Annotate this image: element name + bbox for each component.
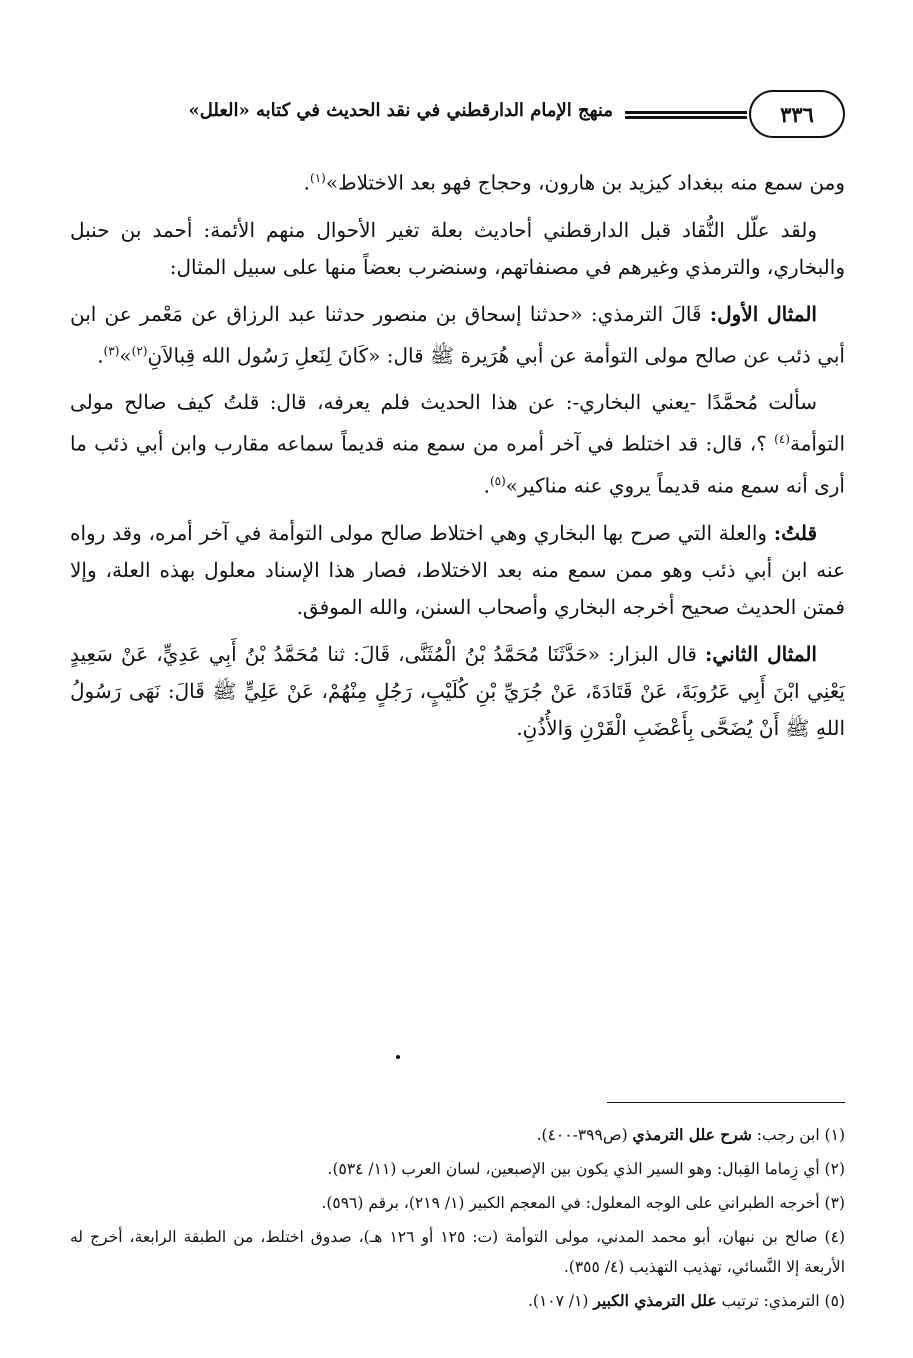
footnote-5: (٥) الترمذي: ترتيب علل الترمذي الكبير (١/ ١٠٧). — [527, 1291, 845, 1310]
example-2-label: المثال الثاني: — [705, 641, 817, 666]
footnote-4: (٤) صالح بن نبهان، أبو محمد المدني، مولى التوأمة (ت: ١٢٥ أو ١٢٦ هـ)، صدوق اختلط، من الطبقة الرابعة، أخرج له الأربعة إلا النَّسائي، تهذيب التهذيب (٤/ ٣٥٥). — [70, 1228, 845, 1276]
page-number: ٣٣٦ — [749, 90, 845, 138]
paragraph-5: قلتُ: والعلة التي صرح بها البخاري وهي اختلاط صالح مولى التوأمة في آخر أمره، وقد رواه عنه ابن أبي ذئب وهو ممن سمع منه بعد الاختلاط، فصار هذا الإسناد معلول بهذه العلة، وإلا فمتن الحديث صحيح أخرجه البخاري وأصحاب السنن، والله الموفق. — [70, 520, 845, 619]
footnote-3: (٣) أخرجه الطبراني على الوجه المعلول: في المعجم الكبير (١/ ٢١٩)، برقم (٥٩٦). — [321, 1194, 845, 1212]
footnotes — [70, 1120, 845, 1320]
footnote-ref-2: (٢) — [131, 343, 148, 358]
footnote-ref-5: (٥) — [489, 473, 506, 488]
paragraph-1: ومن سمع منه ببغداد كيزيد بن هارون، وحجاج فهو بعد الاختلاط»$^{(١)}$. — [303, 170, 845, 195]
footnote-1: (١) ابن رجب: شرح علل الترمذي (ص٣٩٩-٤٠٠). — [536, 1125, 845, 1144]
running-title: منهج الإمام الدارقطني في نقد الحديث في كتابه «العلل» — [188, 100, 613, 121]
paragraph-example-2: المثال الثاني: قال البزار: «حَدَّثَنَا مُحَمَّدُ بْنُ الْمُثَنَّى، قَالَ: ثنا مُحَمَّدُ بْنُ أَبِي عَدِيٍّ، عَنْ سَعِيدٍ يَعْنِي ابْنَ أَبِي عَرُوبَةَ، عَنْ قَتَادَةَ، عَنْ جُرَيِّ بْنِ كُلَيْبٍ، رَجُلٍ مِنْهُمْ، عَنْ عَلِيٍّ ﷺ قَالَ: نَهَى رَسُولُ اللهِ ﷺ أَنْ يُضَحَّى بِأَعْضَبِ الْقَرْنِ وَالأُذُنِ. — [70, 641, 845, 740]
footnote-ref-3: (٣) — [103, 343, 120, 358]
header-double-rule — [625, 111, 747, 119]
footnote-ref-4: (٤) — [774, 432, 790, 447]
footnote-separator — [607, 1102, 845, 1103]
main-text — [70, 160, 845, 757]
qultu-label: قلتُ: — [773, 520, 817, 545]
page — [70, 90, 845, 1310]
paragraph-example-1: المثال الأول: قَالَ الترمذي: «حدثنا إسحاق بن منصور حدثنا عبد الرزاق عن مَعْمر عن ابن أبي ذئب عن صالح مولى التوأمة عن أبي هُرَيرة ﷺ قال: «كَانَ لِنَعلِ رَسُول الله قِبالاَنِ$^{(٢)}$»$^{(٣)}$. — [70, 301, 845, 368]
example-1-label: المثال الأول: — [709, 301, 817, 326]
stray-dot — [396, 1055, 400, 1059]
footnote-ref-1: (١) — [310, 171, 326, 185]
paragraph-2: ولقد علّل النُّقاد قبل الدارقطني أحاديث بعلة تغير الأحوال منهم الأئمة: أحمد بن حنبل والبخاري، والترمذي وغيرهم في مصنفاتهم، وسنضرب بعضاً منها على سبيل المثال: — [70, 217, 845, 279]
page-header — [70, 90, 845, 140]
paragraph-4: سألت مُحمَّدًا -يعني البخاري-: عن هذا الحديث فلم يعرفه، قال: قلتُ كيف صالح مولى التوأمة$^{(٤)}$ ؟، قال: قد اختلط في آخر أمره من سمع منه قديماً سماعه مقارب وابن أبي ذئب ما أرى أنه سمع منه قديماً يروي عنه مناكير»$^{(٥)}$. — [70, 390, 845, 498]
footnote-2: (٢) أي زِماما القِبال: وهو السير الذي يكون بين الإصبعين، لسان العرب (١١/ ٥٣٤). — [327, 1160, 845, 1178]
